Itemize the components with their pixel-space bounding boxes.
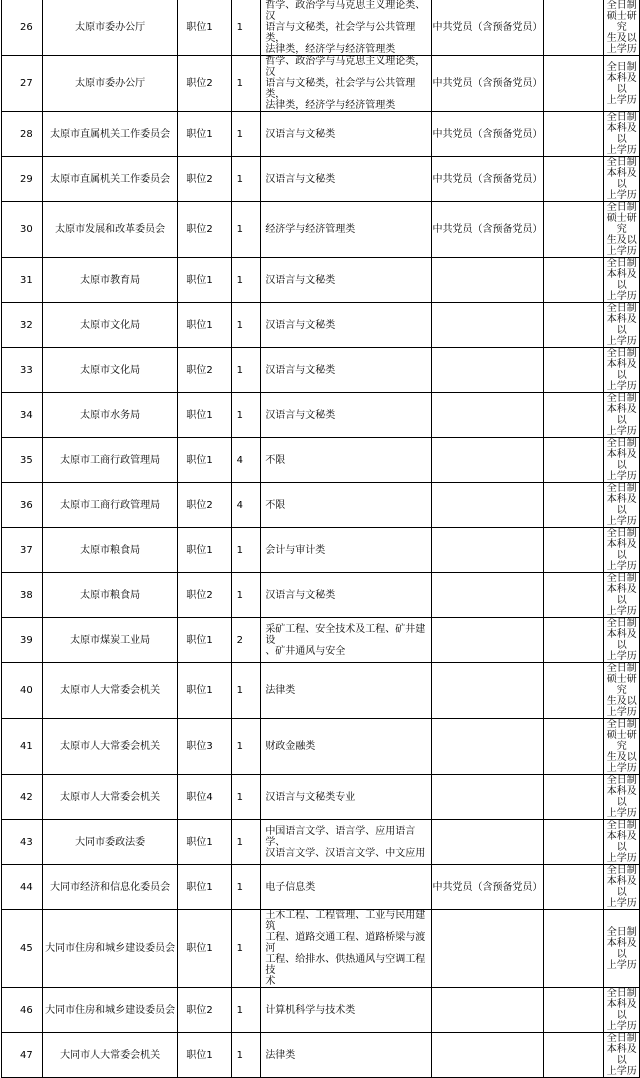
post-cell: 职位1 bbox=[178, 303, 231, 348]
degree-cell: 全日制本科及以 上学历 bbox=[604, 438, 640, 483]
table-row bbox=[2, 988, 640, 1033]
serial-cell: 46 bbox=[2, 988, 43, 1033]
unit-cell: 太原市人大常委会机关 bbox=[42, 719, 178, 775]
serial-cell: 43 bbox=[2, 820, 43, 865]
post-cell: 职位1 bbox=[178, 0, 231, 56]
table-row bbox=[2, 157, 640, 202]
count-cell: 1 bbox=[231, 202, 261, 258]
degree-cell: 全日制本科及以 上学历 bbox=[604, 528, 640, 573]
table-row bbox=[2, 303, 640, 348]
unit-cell: 太原市煤炭工业局 bbox=[42, 618, 178, 663]
education-cell bbox=[543, 988, 604, 1033]
degree-cell: 全日制本科及以 上学历 bbox=[604, 573, 640, 618]
post-cell: 职位1 bbox=[178, 528, 231, 573]
unit-cell: 太原市水务局 bbox=[42, 393, 178, 438]
count-cell: 4 bbox=[231, 483, 261, 528]
major-cell: 哲学、政治学与马克思主义理论类、汉 语言与文秘类，社会学与公共管理类， 法律类，经济学与经济管理类 bbox=[261, 0, 432, 56]
education-cell bbox=[543, 0, 604, 56]
degree-cell: 全日制本科及以 上学历 bbox=[604, 775, 640, 820]
serial-cell: 39 bbox=[2, 618, 43, 663]
post-cell: 职位3 bbox=[178, 719, 231, 775]
education-cell bbox=[543, 157, 604, 202]
post-cell: 职位1 bbox=[178, 258, 231, 303]
count-cell: 1 bbox=[231, 303, 261, 348]
education-cell bbox=[543, 1033, 604, 1078]
post-cell: 职位1 bbox=[178, 618, 231, 663]
major-cell: 法律类 bbox=[261, 663, 432, 719]
politics-cell: 中共党员（含预备党员） bbox=[432, 56, 543, 112]
table-row bbox=[2, 112, 640, 157]
serial-cell: 29 bbox=[2, 157, 43, 202]
education-cell bbox=[543, 528, 604, 573]
politics-cell bbox=[432, 1033, 543, 1078]
unit-cell: 大同市人大常委会机关 bbox=[42, 1033, 178, 1078]
politics-cell bbox=[432, 483, 543, 528]
serial-cell: 32 bbox=[2, 303, 43, 348]
degree-cell: 全日制本科及以 上学历 bbox=[604, 865, 640, 910]
count-cell: 4 bbox=[231, 438, 261, 483]
table-row bbox=[2, 202, 640, 258]
serial-cell: 33 bbox=[2, 348, 43, 393]
major-cell: 汉语言与文秘类 bbox=[261, 258, 432, 303]
post-cell: 职位1 bbox=[178, 910, 231, 988]
post-cell: 职位1 bbox=[178, 820, 231, 865]
unit-cell: 大同市经济和信息化委员会 bbox=[42, 865, 178, 910]
politics-cell bbox=[432, 820, 543, 865]
degree-cell: 全日制本科及以 上学历 bbox=[604, 618, 640, 663]
unit-cell: 大同市委政法委 bbox=[42, 820, 178, 865]
serial-cell: 26 bbox=[2, 0, 43, 56]
serial-cell: 38 bbox=[2, 573, 43, 618]
serial-cell: 42 bbox=[2, 775, 43, 820]
education-cell bbox=[543, 438, 604, 483]
unit-cell: 太原市文化局 bbox=[42, 348, 178, 393]
count-cell: 1 bbox=[231, 988, 261, 1033]
education-cell bbox=[543, 56, 604, 112]
major-cell: 汉语言与文秘类 bbox=[261, 303, 432, 348]
politics-cell bbox=[432, 775, 543, 820]
post-cell: 职位2 bbox=[178, 202, 231, 258]
post-cell: 职位1 bbox=[178, 663, 231, 719]
post-cell: 职位1 bbox=[178, 1033, 231, 1078]
serial-cell: 30 bbox=[2, 202, 43, 258]
table-row bbox=[2, 719, 640, 775]
unit-cell: 太原市委办公厅 bbox=[42, 56, 178, 112]
serial-cell: 40 bbox=[2, 663, 43, 719]
degree-cell: 全日制硕士研究 生及以上学历 bbox=[604, 719, 640, 775]
education-cell bbox=[543, 393, 604, 438]
degree-cell: 全日制硕士研究 生及以上学历 bbox=[604, 663, 640, 719]
degree-cell: 全日制硕士研究 生及以上学历 bbox=[604, 0, 640, 56]
table-row bbox=[2, 663, 640, 719]
unit-cell: 太原市工商行政管理局 bbox=[42, 483, 178, 528]
unit-cell: 太原市教育局 bbox=[42, 258, 178, 303]
major-cell: 汉语言与文秘类 bbox=[261, 112, 432, 157]
count-cell: 1 bbox=[231, 865, 261, 910]
unit-cell: 太原市工商行政管理局 bbox=[42, 438, 178, 483]
politics-cell bbox=[432, 618, 543, 663]
politics-cell bbox=[432, 988, 543, 1033]
major-cell: 汉语言与文秘类专业 bbox=[261, 775, 432, 820]
serial-cell: 31 bbox=[2, 258, 43, 303]
major-cell: 采矿工程、安全技术及工程、矿井建设 、矿井通风与安全 bbox=[261, 618, 432, 663]
count-cell: 1 bbox=[231, 56, 261, 112]
degree-cell: 全日制本科及以 上学历 bbox=[604, 56, 640, 112]
serial-cell: 47 bbox=[2, 1033, 43, 1078]
education-cell bbox=[543, 348, 604, 393]
education-cell bbox=[543, 618, 604, 663]
unit-cell: 太原市人大常委会机关 bbox=[42, 663, 178, 719]
count-cell: 1 bbox=[231, 393, 261, 438]
degree-cell: 全日制本科及以 上学历 bbox=[604, 112, 640, 157]
education-cell bbox=[543, 719, 604, 775]
table-row bbox=[2, 573, 640, 618]
degree-cell: 全日制本科及以 上学历 bbox=[604, 988, 640, 1033]
count-cell: 1 bbox=[231, 348, 261, 393]
education-cell bbox=[543, 202, 604, 258]
major-cell: 土木工程、工程管理、工业与民用建筑 工程、道路交通工程、道路桥梁与渡河 工程、给排水、供热通风与空调工程技 术 bbox=[261, 910, 432, 988]
table-body bbox=[2, 0, 640, 1078]
education-cell bbox=[543, 303, 604, 348]
major-cell: 汉语言与文秘类 bbox=[261, 393, 432, 438]
post-cell: 职位2 bbox=[178, 483, 231, 528]
serial-cell: 36 bbox=[2, 483, 43, 528]
unit-cell: 大同市住房和城乡建设委员会 bbox=[42, 988, 178, 1033]
count-cell: 1 bbox=[231, 258, 261, 303]
education-cell bbox=[543, 820, 604, 865]
politics-cell bbox=[432, 348, 543, 393]
table-row bbox=[2, 393, 640, 438]
table-row bbox=[2, 438, 640, 483]
post-cell: 职位1 bbox=[178, 393, 231, 438]
serial-cell: 45 bbox=[2, 910, 43, 988]
table-row bbox=[2, 820, 640, 865]
politics-cell: 中共党员（含预备党员） bbox=[432, 112, 543, 157]
unit-cell: 太原市直属机关工作委员会 bbox=[42, 112, 178, 157]
table-row bbox=[2, 775, 640, 820]
politics-cell: 中共党员（含预备党员） bbox=[432, 157, 543, 202]
post-cell: 职位2 bbox=[178, 157, 231, 202]
post-cell: 职位1 bbox=[178, 112, 231, 157]
count-cell: 1 bbox=[231, 0, 261, 56]
education-cell bbox=[543, 775, 604, 820]
politics-cell bbox=[432, 719, 543, 775]
education-cell bbox=[543, 865, 604, 910]
politics-cell bbox=[432, 910, 543, 988]
unit-cell: 太原市粮食局 bbox=[42, 573, 178, 618]
unit-cell: 大同市住房和城乡建设委员会 bbox=[42, 910, 178, 988]
degree-cell: 全日制本科及以 上学历 bbox=[604, 303, 640, 348]
major-cell: 法律类 bbox=[261, 1033, 432, 1078]
education-cell bbox=[543, 910, 604, 988]
major-cell: 中国语言文学、语言学、应用语言学、 汉语言文学、汉语言文学、中文应用 bbox=[261, 820, 432, 865]
degree-cell: 全日制本科及以 上学历 bbox=[604, 393, 640, 438]
unit-cell: 太原市发展和改革委员会 bbox=[42, 202, 178, 258]
major-cell: 不限 bbox=[261, 483, 432, 528]
unit-cell: 太原市文化局 bbox=[42, 303, 178, 348]
politics-cell bbox=[432, 303, 543, 348]
education-cell bbox=[543, 112, 604, 157]
serial-cell: 28 bbox=[2, 112, 43, 157]
major-cell: 哲学、政治学与马克思主义理论类，汉 语言与文秘类，社会学与公共管理类， 法律类，经济学与经济管理类 bbox=[261, 56, 432, 112]
education-cell bbox=[543, 483, 604, 528]
major-cell: 汉语言与文秘类 bbox=[261, 157, 432, 202]
politics-cell bbox=[432, 528, 543, 573]
unit-cell: 太原市人大常委会机关 bbox=[42, 775, 178, 820]
politics-cell: 中共党员（含预备党员） bbox=[432, 0, 543, 56]
degree-cell: 全日制本科及以 上学历 bbox=[604, 820, 640, 865]
education-cell bbox=[543, 258, 604, 303]
unit-cell: 太原市直属机关工作委员会 bbox=[42, 157, 178, 202]
major-cell: 汉语言与文秘类 bbox=[261, 573, 432, 618]
major-cell: 电子信息类 bbox=[261, 865, 432, 910]
serial-cell: 41 bbox=[2, 719, 43, 775]
serial-cell: 44 bbox=[2, 865, 43, 910]
count-cell: 1 bbox=[231, 112, 261, 157]
post-cell: 职位2 bbox=[178, 988, 231, 1033]
serial-cell: 27 bbox=[2, 56, 43, 112]
count-cell: 2 bbox=[231, 618, 261, 663]
count-cell: 1 bbox=[231, 573, 261, 618]
politics-cell: 中共党员（含预备党员） bbox=[432, 202, 543, 258]
table-row bbox=[2, 348, 640, 393]
post-cell: 职位1 bbox=[178, 865, 231, 910]
count-cell: 1 bbox=[231, 775, 261, 820]
politics-cell bbox=[432, 258, 543, 303]
education-cell bbox=[543, 573, 604, 618]
degree-cell: 全日制硕士研究 生及以上学历 bbox=[604, 202, 640, 258]
count-cell: 1 bbox=[231, 1033, 261, 1078]
politics-cell bbox=[432, 573, 543, 618]
table-row bbox=[2, 258, 640, 303]
major-cell: 财政金融类 bbox=[261, 719, 432, 775]
post-cell: 职位4 bbox=[178, 775, 231, 820]
table-row bbox=[2, 910, 640, 988]
major-cell: 汉语言与文秘类 bbox=[261, 348, 432, 393]
degree-cell: 全日制本科及以 上学历 bbox=[604, 157, 640, 202]
politics-cell: 中共党员（含预备党员） bbox=[432, 865, 543, 910]
count-cell: 1 bbox=[231, 528, 261, 573]
position-table bbox=[1, 0, 640, 1078]
table-row bbox=[2, 865, 640, 910]
count-cell: 1 bbox=[231, 820, 261, 865]
count-cell: 1 bbox=[231, 157, 261, 202]
count-cell: 1 bbox=[231, 910, 261, 988]
major-cell: 经济学与经济管理类 bbox=[261, 202, 432, 258]
table-row bbox=[2, 0, 640, 56]
serial-cell: 35 bbox=[2, 438, 43, 483]
degree-cell: 全日制本科及以 上学历 bbox=[604, 483, 640, 528]
post-cell: 职位2 bbox=[178, 56, 231, 112]
count-cell: 1 bbox=[231, 663, 261, 719]
post-cell: 职位2 bbox=[178, 348, 231, 393]
degree-cell: 全日制本科及以 上学历 bbox=[604, 348, 640, 393]
major-cell: 会计与审计类 bbox=[261, 528, 432, 573]
degree-cell: 全日制本科及以 上学历 bbox=[604, 258, 640, 303]
table-row bbox=[2, 1033, 640, 1078]
politics-cell bbox=[432, 663, 543, 719]
count-cell: 1 bbox=[231, 719, 261, 775]
table-row bbox=[2, 528, 640, 573]
serial-cell: 37 bbox=[2, 528, 43, 573]
unit-cell: 太原市粮食局 bbox=[42, 528, 178, 573]
post-cell: 职位1 bbox=[178, 438, 231, 483]
post-cell: 职位2 bbox=[178, 573, 231, 618]
table-row bbox=[2, 618, 640, 663]
politics-cell bbox=[432, 438, 543, 483]
unit-cell: 太原市委办公厅 bbox=[42, 0, 178, 56]
major-cell: 计算机科学与技术类 bbox=[261, 988, 432, 1033]
table-row bbox=[2, 56, 640, 112]
table-row bbox=[2, 483, 640, 528]
degree-cell: 全日制本科及以 上学历 bbox=[604, 1033, 640, 1078]
education-cell bbox=[543, 663, 604, 719]
degree-cell: 全日制本科及以 上学历 bbox=[604, 910, 640, 988]
serial-cell: 34 bbox=[2, 393, 43, 438]
politics-cell bbox=[432, 393, 543, 438]
major-cell: 不限 bbox=[261, 438, 432, 483]
